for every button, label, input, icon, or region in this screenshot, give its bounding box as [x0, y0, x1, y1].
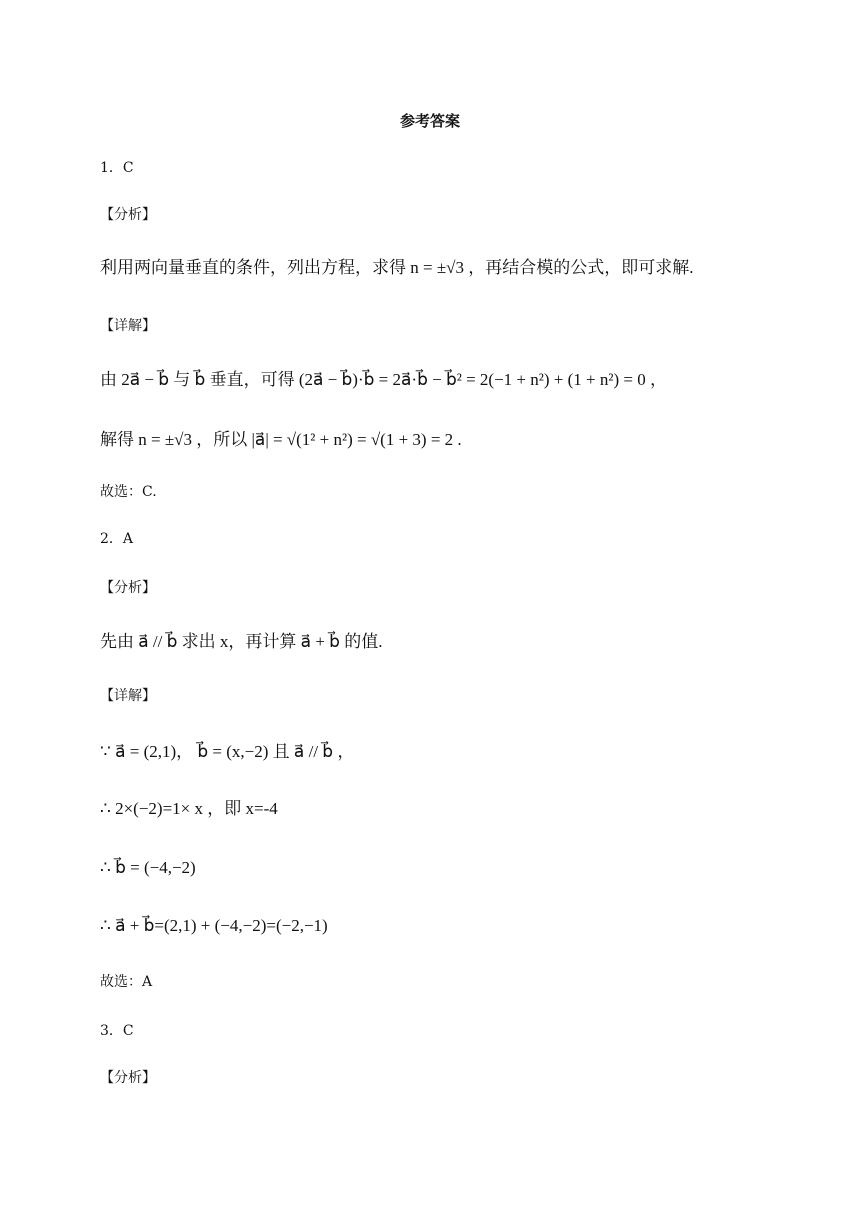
section-heading: 【分析】	[100, 1070, 156, 1086]
section-heading: 【分析】	[100, 580, 156, 596]
detail-equation: ∴ b⃗ = (−4,−2)	[100, 858, 196, 877]
analysis-text: 先由 a⃗ // b⃗ 求出 x，再计算 a⃗ + b⃗ 的值.	[100, 632, 383, 651]
detail-equation: 由 2a⃗ − b⃗ 与 b⃗ 垂直，可得 (2a⃗ − b⃗)·b⃗ = 2a⃗·b⃗ − b⃗² = 2(−1 + n²) + (1 + n²) = 0 ，	[100, 370, 667, 389]
page-title: 参考答案	[399, 112, 460, 130]
analysis-text: 利用两向量垂直的条件，列出方程，求得 n = ±√3 ，再结合模的公式，即可求解.	[100, 258, 694, 277]
question-number: 1．C	[100, 160, 134, 176]
detail-equation: ∴ a⃗ + b⃗=(2,1) + (−4,−2)=(−2,−1)	[100, 916, 328, 935]
section-heading: 【详解】	[100, 318, 156, 334]
section-heading: 【分析】	[100, 207, 156, 223]
answer-choice: 故选：A	[100, 974, 153, 990]
answer-choice: 故选：C.	[100, 484, 157, 500]
detail-equation: ∴ 2×(−2)=1× x ，即 x=-4	[100, 799, 278, 818]
question-number: 3．C	[100, 1023, 134, 1039]
detail-equation: ∵ a⃗ = (2,1)， b⃗ = (x,−2) 且 a⃗ // b⃗ ，	[100, 742, 355, 761]
question-number: 2．A	[100, 531, 134, 547]
section-heading: 【详解】	[100, 688, 156, 704]
detail-equation: 解得 n = ±√3 ，所以 |a⃗| = √(1² + n²) = √(1 + 3) = 2 .	[100, 430, 462, 449]
